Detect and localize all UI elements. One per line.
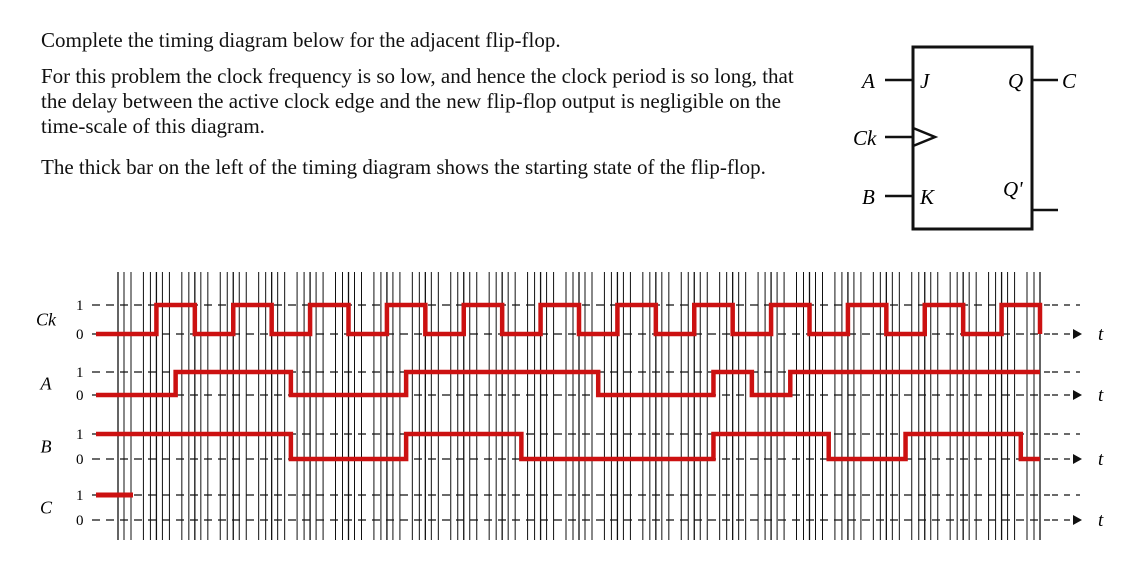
label-j: J bbox=[920, 69, 930, 93]
axis-arrow-icon bbox=[1073, 390, 1082, 400]
label-b: B bbox=[862, 185, 875, 209]
axis-arrow-icon bbox=[1073, 515, 1082, 525]
label-q: Q bbox=[1008, 69, 1024, 93]
level-high-label: 1 bbox=[76, 365, 84, 381]
label-c: C bbox=[1062, 69, 1077, 93]
waveform-a bbox=[96, 372, 1040, 395]
waveform-b bbox=[96, 434, 1040, 459]
signal-name-label: Ck bbox=[36, 309, 56, 330]
time-axis-label: t bbox=[1098, 510, 1104, 531]
signal-name-label: B bbox=[40, 436, 52, 457]
label-a: A bbox=[862, 69, 875, 93]
instruction-clock-note: For this problem the clock frequency is so low, and hence the clock period is so long, that the delay between the active clock edge and the new flip-flop output is negligible on the time-scale of this diagram. bbox=[41, 64, 794, 138]
level-low-label: 0 bbox=[76, 388, 84, 404]
instruction-line-1: Complete the timing diagram below for the adjacent flip-flop. bbox=[41, 28, 561, 52]
label-ck: Ck bbox=[853, 126, 877, 150]
time-axis-label: t bbox=[1098, 385, 1104, 406]
instruction-start-state: The thick bar on the left of the timing diagram shows the starting state of the flip-flop. bbox=[41, 155, 766, 179]
time-axis-label: t bbox=[1098, 324, 1104, 345]
label-qbar: Q' bbox=[1003, 177, 1023, 201]
label-k: K bbox=[920, 185, 935, 209]
level-low-label: 0 bbox=[76, 452, 84, 468]
level-high-label: 1 bbox=[76, 488, 84, 504]
signal-name-label: C bbox=[39, 497, 53, 518]
axis-arrow-icon bbox=[1073, 454, 1082, 464]
signal-name-label: A bbox=[40, 373, 52, 394]
level-low-label: 0 bbox=[76, 513, 84, 529]
waveform-ck bbox=[96, 305, 1040, 334]
axis-arrow-icon bbox=[1073, 329, 1082, 339]
time-axis-label: t bbox=[1098, 449, 1104, 470]
timing-row-c bbox=[40, 488, 1104, 531]
level-low-label: 0 bbox=[76, 327, 84, 343]
level-high-label: 1 bbox=[76, 298, 84, 314]
level-high-label: 1 bbox=[76, 427, 84, 443]
